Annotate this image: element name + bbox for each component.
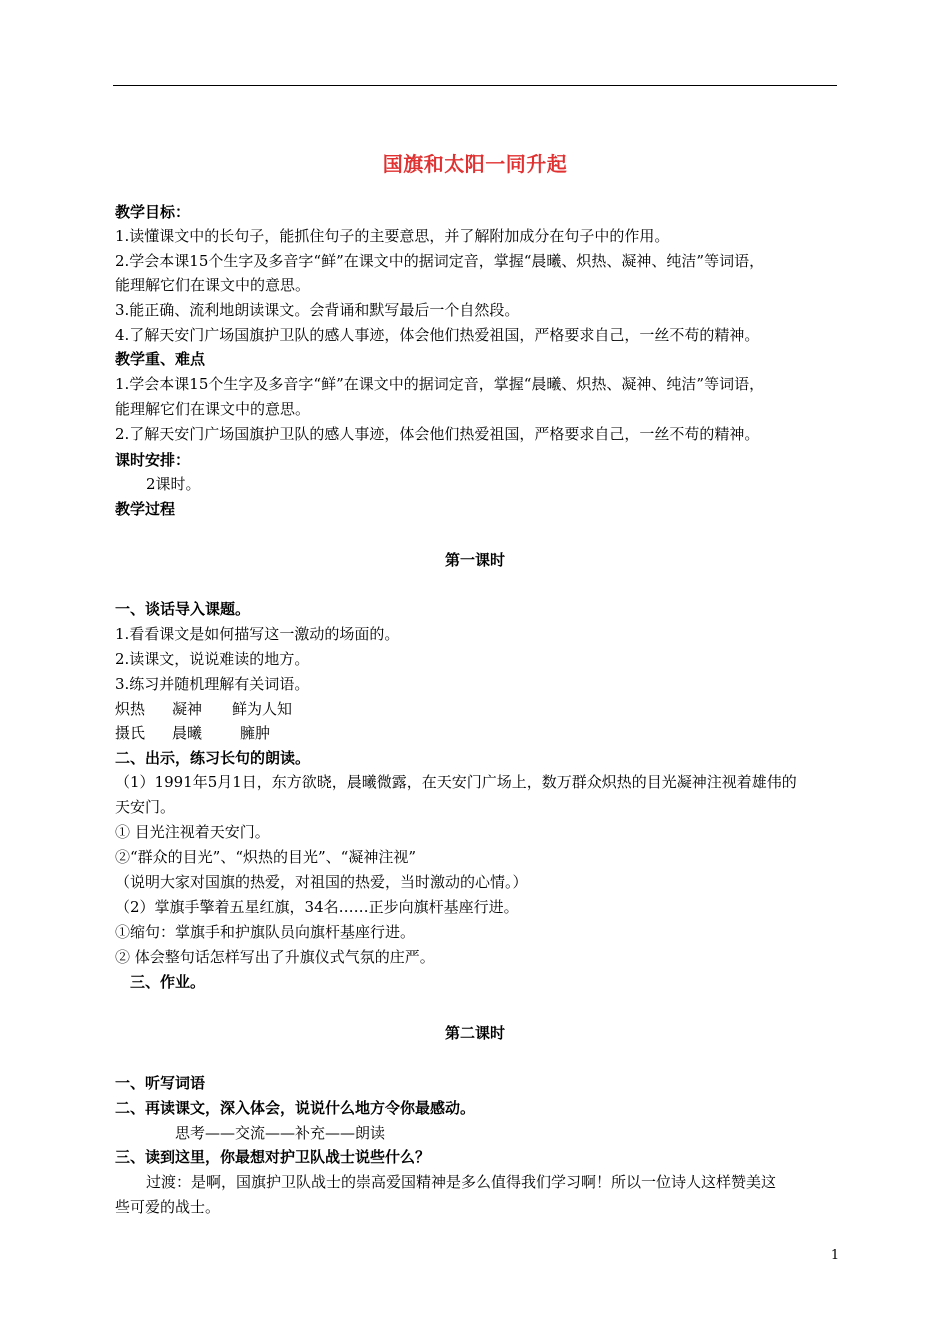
- lesson2-flow: 思考——交流——补充——朗读: [175, 1124, 386, 1142]
- lesson1-heading: 第一课时: [444, 551, 505, 569]
- lesson1-section2: 二、出示，练习长句的朗读。: [115, 749, 311, 767]
- lesson1-paragraph: （2）掌旗手擎着五星红旗，34名……正步向旗杆基座行进。: [115, 898, 519, 916]
- lesson1-section1: 一、谈话导入课题。: [115, 600, 251, 618]
- lesson2-section2: 二、再读课文，深入体会，说说什么地方令你最感动。: [115, 1099, 476, 1117]
- keypoint-item: 能理解它们在课文中的意思。: [115, 400, 311, 418]
- lesson2-paragraph: 过渡：是啊，国旗护卫队战士的崇高爱国精神是多么值得我们学习啊！所以一位诗人这样赞美这: [146, 1173, 777, 1191]
- lesson1-paragraph: 天安门。: [115, 798, 176, 816]
- lesson2-paragraph: 些可爱的战士。: [115, 1198, 221, 1216]
- document-title: 国旗和太阳一同升起: [382, 152, 568, 176]
- lesson1-item: 3.练习并随机理解有关词语。: [115, 675, 310, 693]
- vocab-word: 鲜为人知: [232, 700, 293, 718]
- vocab-word: 晨曦: [172, 724, 203, 742]
- lesson1-section3: 三、作业。: [130, 973, 206, 991]
- lesson1-paragraph: （说明大家对国旗的热爱，对祖国的热爱，当时激动的心情。）: [115, 873, 528, 891]
- header-rule: [113, 85, 837, 86]
- vocab-word: 凝神: [172, 700, 203, 718]
- lesson2-section1: 一、听写词语: [115, 1074, 206, 1092]
- schedule-heading: 课时安排：: [115, 451, 191, 469]
- goal-item: 2.学会本课15个生字及多音字“鲜”在课文中的据词定音，掌握“晨曦、炽热、凝神、纯洁”等词语，: [115, 252, 765, 270]
- process-heading: 教学过程: [115, 500, 176, 518]
- lesson1-paragraph: ① 目光注视着天安门。: [115, 823, 270, 841]
- schedule-value: 2课时。: [146, 475, 201, 493]
- lesson1-paragraph: ② 体会整句话怎样写出了升旗仪式气氛的庄严。: [115, 948, 435, 966]
- goal-item: 3.能正确、流利地朗读课文。会背诵和默写最后一个自然段。: [115, 301, 520, 319]
- lesson1-paragraph: （1）1991年5月1日，东方欲晓，晨曦微露，在天安门广场上，数万群众炽热的目光凝神注视着雄伟的: [115, 773, 797, 791]
- keypoint-item: 2.了解天安门广场国旗护卫队的感人事迹，体会他们热爱祖国，严格要求自己，一丝不苟的精神。: [115, 425, 760, 443]
- lesson1-item: 1.看看课文是如何描写这一激动的场面的。: [115, 625, 400, 643]
- lesson2-heading: 第二课时: [444, 1024, 505, 1042]
- goals-heading: 教学目标：: [115, 203, 191, 221]
- lesson1-paragraph: ②“群众的目光”、“炽热的目光”、“凝神注视”: [115, 848, 417, 866]
- goal-item: 能理解它们在课文中的意思。: [115, 276, 311, 294]
- keypoint-item: 1.学会本课15个生字及多音字“鲜”在课文中的据词定音，掌握“晨曦、炽热、凝神、纯洁”等词语，: [115, 375, 765, 393]
- goal-item: 4.了解天安门广场国旗护卫队的感人事迹，体会他们热爱祖国，严格要求自己，一丝不苟的精神。: [115, 326, 760, 344]
- lesson2-section3: 三、读到这里，你最想对护卫队战士说些什么？: [115, 1148, 431, 1166]
- goal-item: 1.读懂课文中的长句子，能抓住句子的主要意思，并了解附加成分在句子中的作用。: [115, 227, 670, 245]
- keypoints-heading: 教学重、难点: [115, 350, 206, 368]
- vocab-word: 炽热: [115, 700, 146, 718]
- page-number: 1: [830, 1248, 840, 1263]
- lesson1-item: 2.读课文，说说难读的地方。: [115, 650, 310, 668]
- vocab-word: 摄氏: [115, 724, 146, 742]
- vocab-word: 臃肿: [240, 724, 271, 742]
- lesson1-paragraph: ①缩句：掌旗手和护旗队员向旗杆基座行进。: [115, 923, 416, 941]
